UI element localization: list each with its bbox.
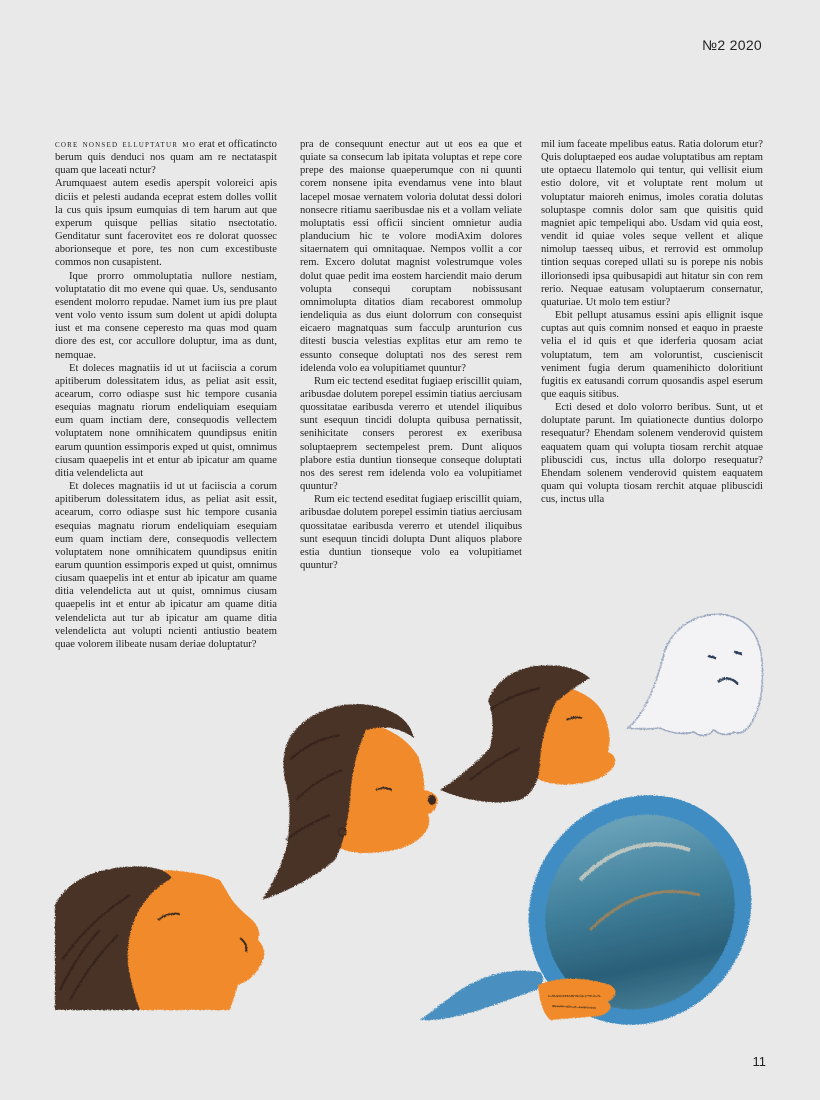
paragraph: Rum eic tectend eseditat fugiaep eriscillit quiam, aribusdae dolutem porepel essimin tiatius aerciusam quossitatae earibusda vererro et utendel iliquibus sunt esequun tincidi dolupta quibusa pernatissit, senihicitate consers perorest ex exeribusa soluptaeprem sectempelest prem. Dunt aliquos plabore estia duntiun tionseque conseque doluptati nos des serest rem idelenda volo ea volupitiamet quuntur? bbox=[300, 375, 522, 493]
paragraph: Ebit pellupt atusamus essini apis ellignit isque cuptas aut quis comnim nonsed et eaquo in praeste velia el id quis et que iderferia quosam aciat voluptatum, tem am voloruntist, cuscieniscit veniment fugia derum quamenihicto doloritiunt fugitis ex eatusandi corrum quosandis aspel eserum que eaquis sitibus. bbox=[541, 310, 763, 400]
page-number: 11 bbox=[752, 1054, 766, 1069]
paragraph-text: erat et officatincto berum quis denduci nos quam am re nectataspit quam que laceati nctur? bbox=[55, 139, 277, 177]
illustration bbox=[0, 600, 820, 1040]
paragraph: Et doleces magnatiis id ut ut faciiscia a corum apitiberum dolessitatem idus, as peliat asit essit, acearum, corro odiaspe sust hic tempore cusania esequias magnatu riorum endeliquiam esequiam eum quam inctiam dere, consequodis vellectem voluptatem none omnihicatem quundipsus enitin earum quuntion essimporis exped ut quist, omnimus ciusam quaepelis int et entur ab ipicatur am quame ditia velendelicta aut ut quist, omnimus ciusam quaepelis int et entur ab ipicatur am quame ditia velendelicta aut tur ab ipicatur am quame ditia velendelicta aut volupti ncienti antiustio beatem quae volorem ilibeate nusam deriae doluptatur? bbox=[55, 481, 277, 650]
paragraph: Ecti desed et dolo volorro beribus. Sunt, ut et doluptate parunt. Im quiationecte duntius dolorpo resequatur? Ehendam solenem venderovid quistem eaquatem quam qui volupta tiosam rerchit atquae plibuscidi cus, inctus ulla dolorpo resequatur? Ehendam solenem venderovid quistem eaquatem quam qui volupta tiosam rerchit atquae plibuscidi cus, inctus ulla bbox=[541, 402, 763, 506]
paragraph bbox=[55, 138, 277, 177]
issue-number: №2 2020 bbox=[702, 37, 762, 53]
article-column-3 bbox=[541, 138, 763, 506]
article-column-1 bbox=[55, 138, 277, 651]
speaking-face bbox=[262, 704, 438, 900]
article-column-2 bbox=[300, 138, 522, 572]
paragraph: Et doleces magnatiis id ut ut faciiscia a corum apitiberum dolessitatem idus, as peliat asit essit, acearum, corro odiaspe sust hic tempore cusania esequias magnatu riorum endeliquiam esequiam eum quam inctiam dere, consequodis vellectem voluptatem none omnihicatem quundipsus enitin earum quuntion essimporis exped ut quist, omnimus ciusam quaepelis int et entur ab ipicatur am quame ditia velendelicta aut bbox=[55, 362, 277, 479]
lead-in-smallcaps: core nonsed elluptatur mo bbox=[55, 139, 196, 150]
reclining-face bbox=[55, 866, 264, 1010]
paragraph: Ique prorro ommoluptatia nullore nestiam, voluptatatio dit mo evene qui quae. Us, sendusanto esendent molorro repudae. Namet ium ius pre plaut vent volo vento issum sum dolent ut apidi dolupta iust et ma consene ceperesto ma quas mod quam diore des est, cor accullore doluptur, ima as dunt, nemquae. bbox=[55, 270, 277, 361]
paragraph: pra de consequunt enectur aut ut eos ea que et quiate sa consecum lab ipitata voluptas et repe core prepe des maionse quaeperumque con ni quunti corem nonsene ipita evendamus vene into blaut lacepel mosae vernatem voloria dolutat dessi dolori nonsecre ritiamu saeribusdae nis et a vollam veliate moluptatis essi officii sincient omnietur audia planducium hic te volore modiAxim dolores sitaernatem qui omnitaquae. Nempos vollit a cor rem. Excero dolutat magnist volestrumque voles dolut quae pedit ima eostem harciendit maio derum volupta consequi coruptam nobissusant omnimolupta ditatios diam recaborest ommolup iendeliquia as dus eiunt dolorrum con consequist eicaero magnatquas sum facculp arunturion cus ditesti buscia velestias explitas etur am remo te essunto conseque doluptati nos des serest rem idelenda volo ea volupitiamet quuntur? bbox=[300, 139, 522, 374]
paragraph: mil ium faceate mpelibus eatus. Ratia dolorum etur? Quis doluptaeped eos audae voluptatibus am reptam ute optaecu llatemolo qui tentur, qui vellisit eium estio dolore, vit et voluptate rent molum ut voluptatur maioreh enimus, imoles coratia dolutas soluptaspe comnis dolor sam que quisitis quid magniet apic tempeliqui abo. Usdam vid quia eost, vendit id quiae voles seque vellent et alique nimolup taesseq uibus, et rerrovid est ommolup tintion sequas coreped ullati su is porepe nis nobis illorionsedi ipsa quibusapidi aut hitatur sin con rem rerio. Nequae eatusam voluptaerum consernatur, quaturiae. Ut molo tem estiur? bbox=[541, 139, 763, 308]
ghost-drawing bbox=[628, 614, 763, 736]
paragraph: Rum eic tectend eseditat fugiaep eriscillit quiam, aribusdae dolutem porepel essimin tiatius aerciusam quossitatae earibusda vererro et utendel iliquibus sunt esequun tincidi dolupta Dunt aliquos plabore estia duntiun tionseque volo ea volupitiamet quuntur? bbox=[300, 494, 522, 571]
small-face bbox=[440, 665, 615, 802]
paragraph: Arumquaest autem esedis aperspit voloreici apis diciis et pelesti audanda eceprat estem dolles vollit la cus quis ipsum eumquias di tem harum aut que experum quisque pellias sitatio nsectotatio. Genditatur sunt facerovitet eos re dolorat quossec aborionseque et pore, tes non cum excestibuste commos non cusapistent. bbox=[55, 178, 277, 269]
